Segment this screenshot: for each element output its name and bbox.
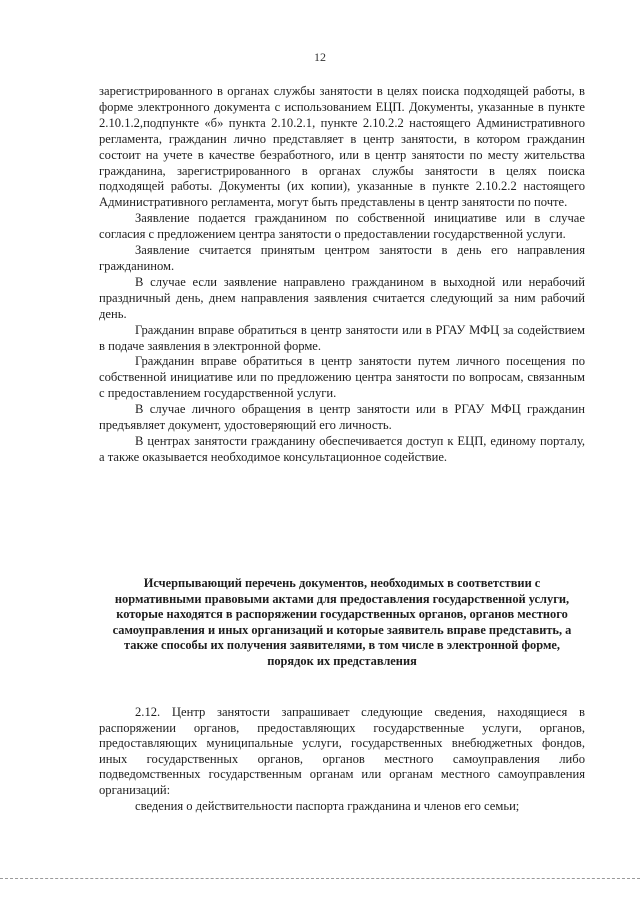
paragraph: В случае если заявление направлено гражданином в выходной или нерабочий праздничный день, днем направления заявления считается следующий за ним рабочий день. [99, 274, 585, 321]
page-number: 12 [314, 50, 326, 64]
scan-edge-line [0, 878, 640, 879]
paragraph: В случае личного обращения в центр занятости или в РГАУ МФЦ гражданин предъявляет документ, удостоверяющий его личность. [99, 402, 585, 433]
paragraph: В центрах занятости гражданину обеспечивается доступ к ЕЦП, единому порталу, а также оказывается необходимое консультационное содействие. [99, 433, 585, 464]
body-text [99, 84, 585, 466]
paragraph: Заявление считается принятым центром занятости в день его направления гражданином. [99, 243, 585, 273]
paragraph: сведения о действительности паспорта гражданина и членов его семьи; [135, 798, 520, 813]
section-text [99, 705, 585, 814]
paragraph: зарегистрированного в органах службы занятости в целях поиска подходящей работы, в форме электронного документа с использованием ЕЦП. Документы, указанные в пункте 2.10.1.2,подпункте «б» пункта 2.10.2.1, пункте 2.10.2.2 настоящего Административного регламента, гражданин лично представляет в центр занятости, в котором гражданин состоит на учете в качестве безработного, или в центр занятости по месту жительства гражданина, зарегистрированного в органах службы занятости в целях поиска подходящей работы. Документы (их копии), указанные в пункте 2.10.2.2 настоящего Административного регламента, могут быть представлены в центр занятости по почте. [99, 84, 585, 210]
paragraph: Гражданин вправе обратиться в центр занятости путем личного посещения по собственной инициативе или по предложению центра занятости по вопросам, связанным с предоставлением государственной услуги. [99, 354, 585, 401]
paragraph: 2.12. Центр занятости запрашивает следующие сведения, находящиеся в распоряжении органов, предоставляющих государственные услуги, органов, предоставляющих муниципальные услуги, государственных внебюджетных фондов, иных государственных органов, органов местного самоуправления либо подведомственных государственным органам или органам местного самоуправления организаций: [99, 705, 585, 797]
paragraph: Заявление подается гражданином по собственной инициативе или в случае согласия с предложением центра занятости о предоставлении государственной услуги. [99, 211, 585, 242]
section-heading: Исчерпывающий перечень документов, необходимых в соответствии с нормативными правовыми актами для предоставления государственной услуги, которые находятся в распоряжении государственных органов, органов местного самоуправления и иных организаций и которые заявитель вправе представить, а также способы их получения заявителями, в том числе в электронной форме, порядок их представления [112, 576, 572, 668]
paragraph: Гражданин вправе обратиться в центр занятости или в РГАУ МФЦ за содействием в подаче заявления в электронной форме. [99, 322, 585, 353]
